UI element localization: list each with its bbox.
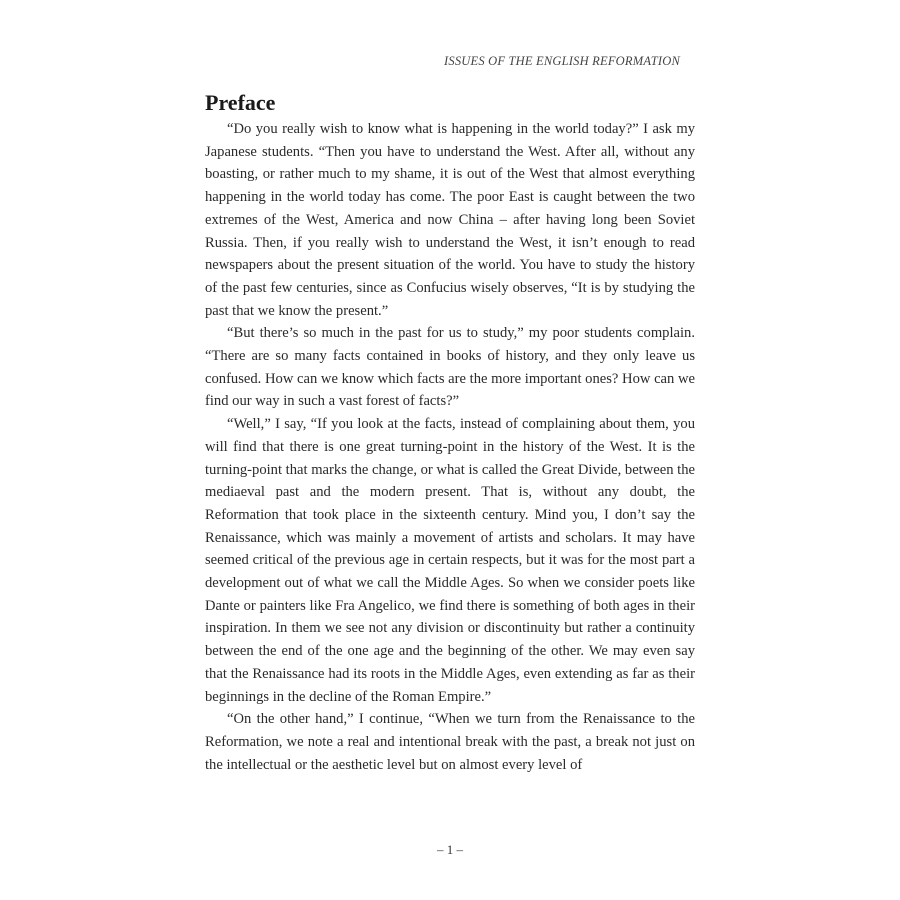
- page-title: Preface: [205, 90, 276, 115]
- body-text: [205, 118, 695, 776]
- paragraph-2: “But there’s so much in the past for us to study,” my poor students complain. “There are so many facts contained in books of history, and they only leave us confused. How can we know which facts are the more important ones? How can we find our way in such a vast forest of facts?”: [205, 325, 695, 410]
- running-header: ISSUES OF THE ENGLISH REFORMATION: [444, 54, 680, 68]
- paragraph-4: “On the other hand,” I continue, “When we turn from the Renaissance to the Reformation, we note a real and intentional break with the past, a break not just on the intellectual or the aesthetic level but on almost every level of: [205, 711, 695, 773]
- page-number: – 1 –: [437, 842, 463, 857]
- paragraph-1: “Do you really wish to know what is happening in the world today?” I ask my Japanese students. “Then you have to understand the West. After all, without any boasting, or rather much to my shame, it is out of the West that almost everything happening in the world today has come. The poor East is caught between the two extremes of the West, America and now China – after having long been Soviet Russia. Then, if you really wish to understand the West, it isn’t enough to read newspapers about the present situation of the world. You have to study the history of the past few centuries, since as Confucius wisely observes, “It is by studying the past that we know the present.”: [205, 121, 695, 319]
- paragraph-3: “Well,” I say, “If you look at the facts, instead of complaining about them, you will find that there is one great turning-point in the history of the West. It is the turning-point that marks the change, or what is called the Great Divide, between the mediaeval past and the modern present. That is, without any doubt, the Reformation that took place in the sixteenth century. Mind you, I don’t say the Renaissance, which was mainly a movement of artists and scholars. It may have seemed critical of the previous age in certain respects, but it was for the most part a development out of what we call the Middle Ages. So when we consider poets like Dante or painters like Fra Angelico, we find there is something of both ages in their inspiration. In them we see not any division or discontinuity but rather a continuity between the end of the one age and the beginning of the other. We may even say that the Renaissance had its roots in the Middle Ages, even extending as far as their beginnings in the decline of the Roman Empire.”: [205, 416, 695, 705]
